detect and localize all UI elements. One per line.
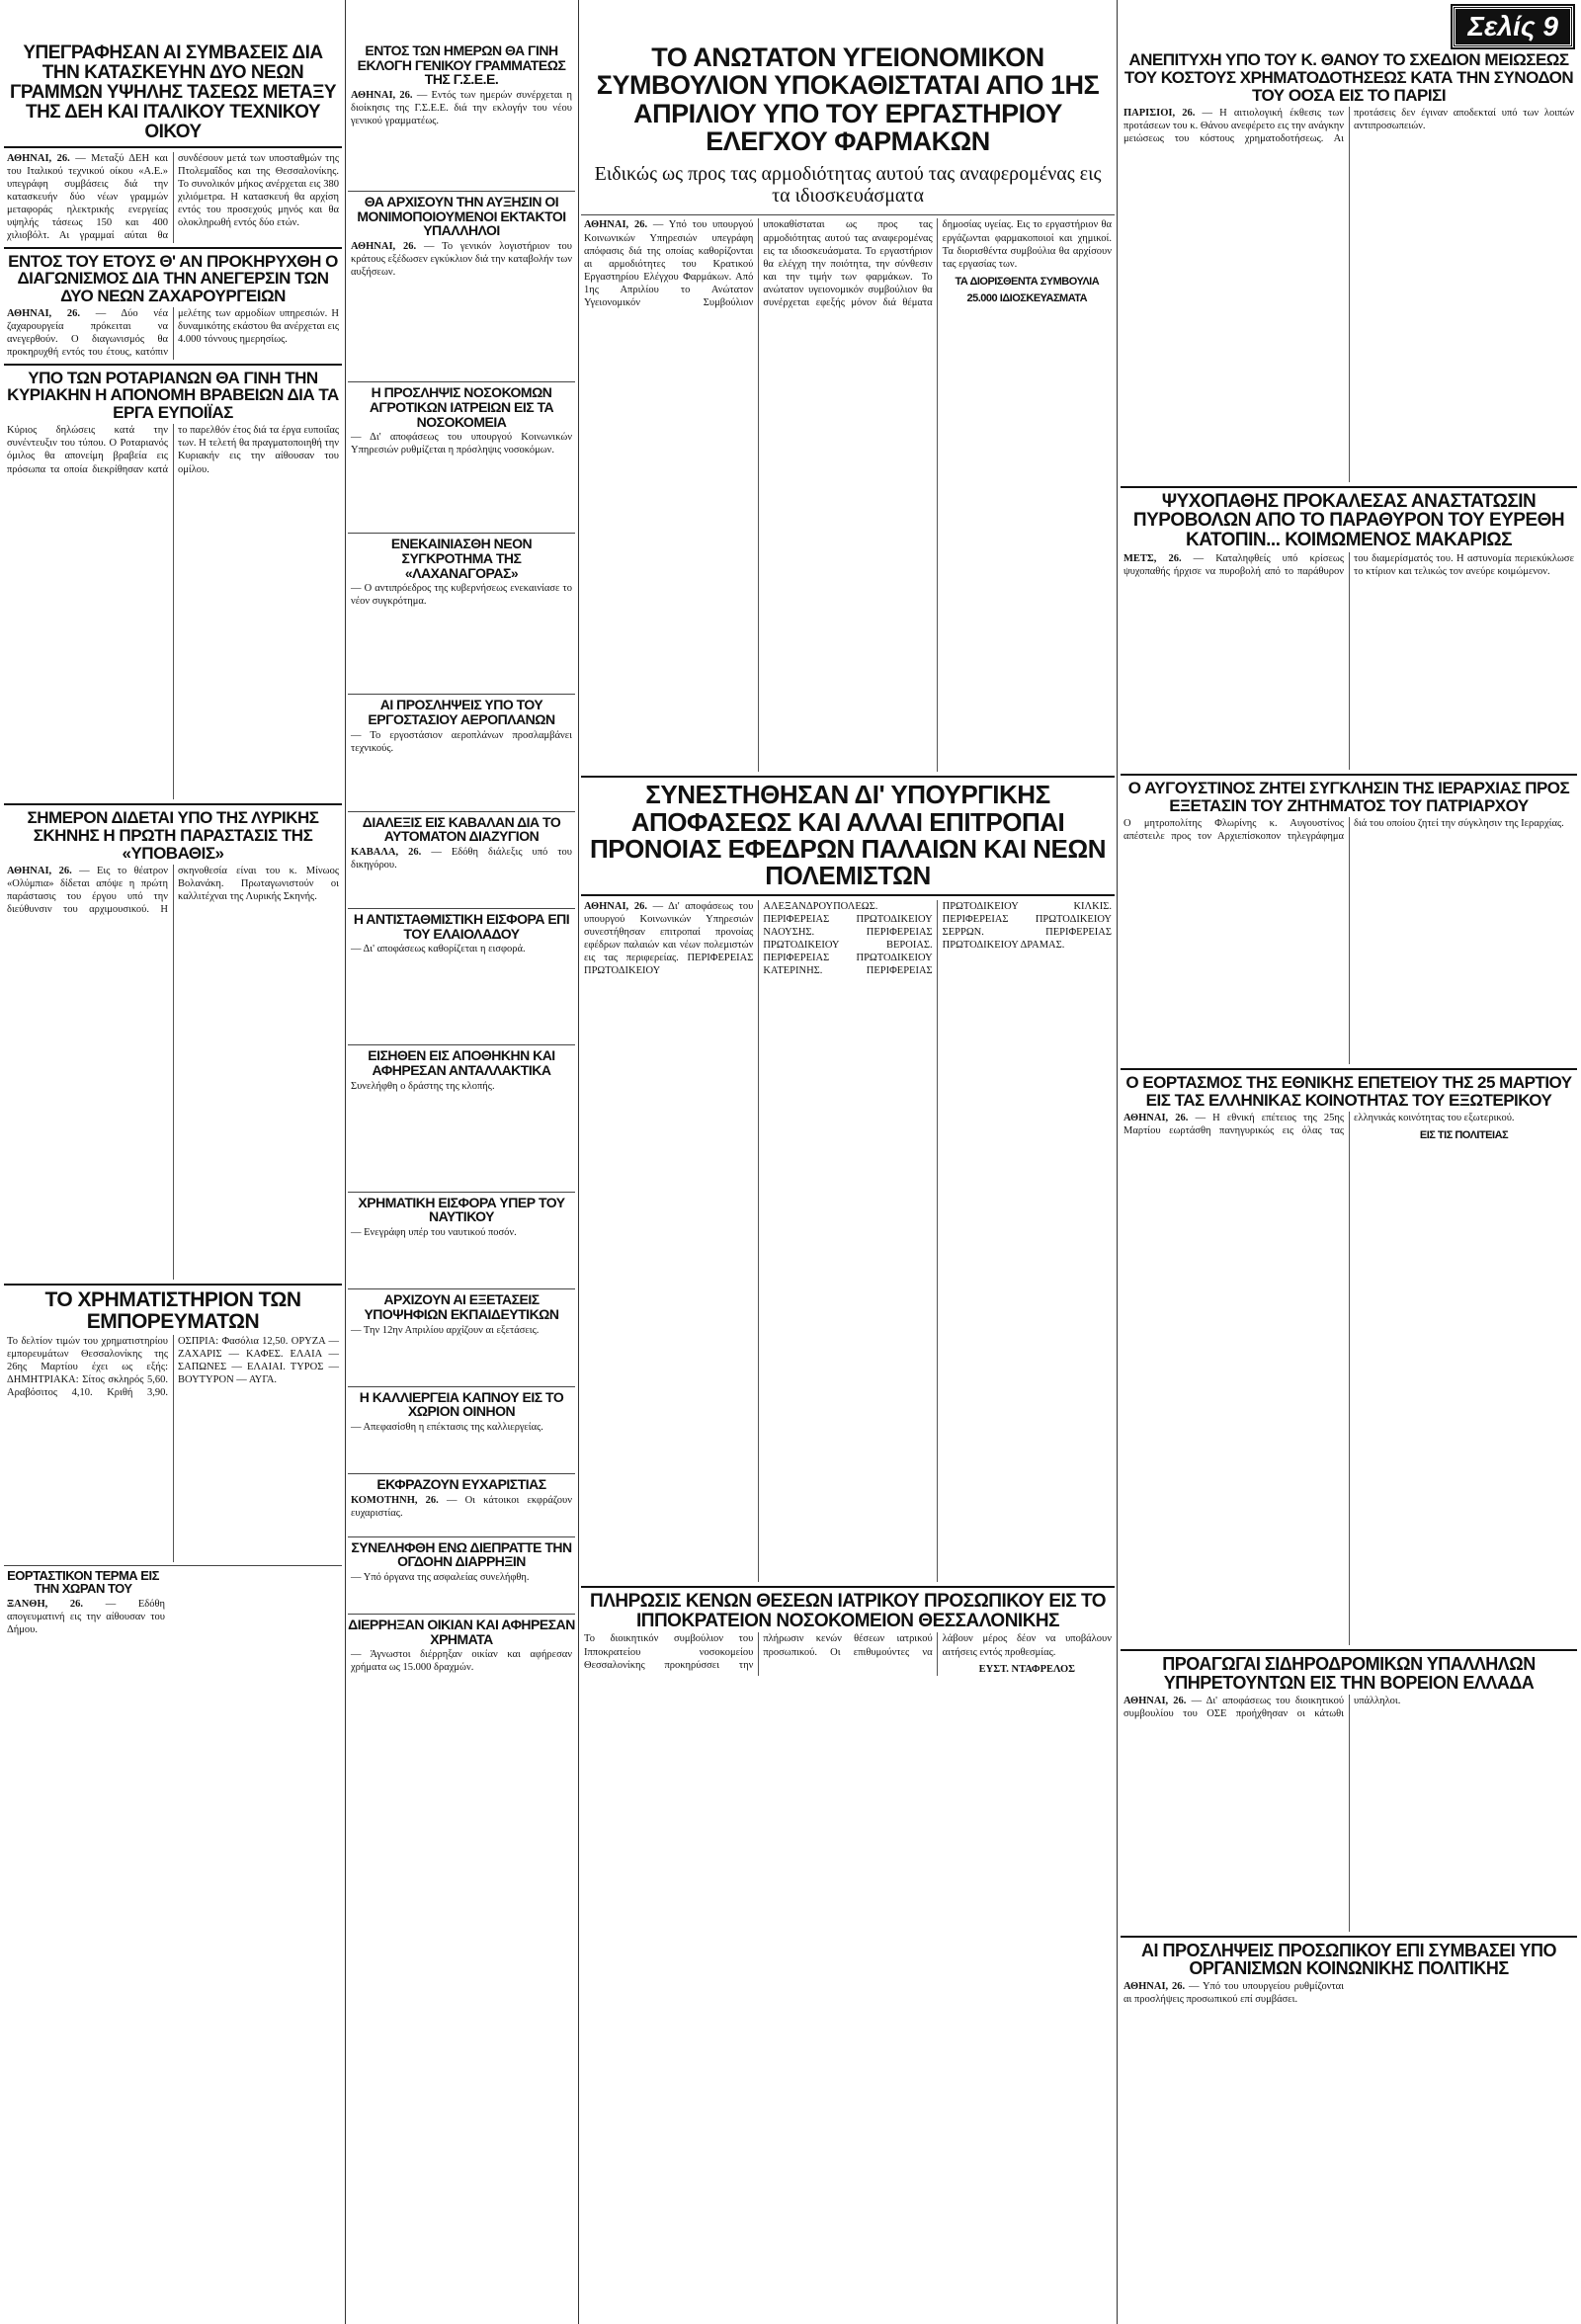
article-body	[351, 1324, 572, 1383]
dateline: ΚΟΜΟΤΗΝΗ, 26.	[351, 1494, 439, 1506]
article-body	[351, 1648, 572, 1674]
article-text: — Δι' αποφάσεως καθορίζεται η εισφορά.	[351, 944, 526, 955]
headline: ΕΚΦΡΑΖΟΥΝ ΕΥΧΑΡΙΣΤΙΑΣ	[376, 1475, 546, 1492]
headline: Η ΠΡΟΣΛΗΨΙΣ ΝΟΣΟΚΟΜΩΝ ΑΓΡΟΤΙΚΩΝ ΙΑΤΡΕΙΩΝ ΕΙΣ ΤΑ ΝΟΣΟΚΟΜΕΙΑ	[369, 384, 554, 430]
article-body	[351, 89, 572, 188]
headline: ΔΙΕΡΡΗΞΑΝ ΟΙΚΙΑΝ ΚΑΙ ΑΦΗΡΕΣΑΝ ΧΡΗΜΑΤΑ	[348, 1616, 575, 1647]
headline: ΑΝΕΠΙΤΥΧΗ ΥΠΟ ΤΟΥ Κ. ΘΑΝΟΥ ΤΟ ΣΧΕΔΙΟΝ ΜΕΙΩΣΕΩΣ ΤΟΥ ΚΟΣΤΟΥΣ ΧΡΗΜΑΤΟΔΟΤΗΣΕΩΣ ΚΑΤΑ ΤΗΝ ΣΥΝΟΔΟΝ ΤΟΥ ΟΟΣΑ ΕΙΣ ΤΟ ΠΑΡΙΣΙ	[1123, 50, 1574, 105]
article-body	[1123, 1980, 1574, 2006]
main-headline: ΤΟ ΑΝΩΤΑΤΟΝ ΥΓΕΙΟΝΟΜΙΚΟΝ ΣΥΜΒΟΥΛΙΟΝ ΥΠΟΚΑΘΙΣΤΑΤΑΙ ΑΠΟ 1ΗΣ ΑΠΡΙΛΙΟΥ ΥΠΟ ΤΟΥ ΕΡΓΑΣΤΗΡΙΟΥ ΕΛΕΓΧΟΥ ΦΑΡΜΑΚΩΝ	[596, 42, 1100, 157]
dateline: ΚΑΒΑΛΑ, 26.	[351, 847, 422, 858]
article-text: — Καταληφθείς υπό κρίσεως ψυχοπαθής ήρχισε να πυροβολή από το παράθυρον του διαμερίσματός του. Η αστυνομία περιεκύκλωσε το κτίριον και τελικώς τον ανεύρε κοιμώμενον.	[1123, 553, 1574, 578]
dateline: ΑΘΗΝΑΙ, 26.	[1123, 1695, 1187, 1706]
dateline: ΑΘΗΝΑΙ, 26.	[351, 90, 413, 102]
headline: ΠΛΗΡΩΣΙΣ ΚΕΝΩΝ ΘΕΣΕΩΝ ΙΑΤΡΙΚΟΥ ΠΡΟΣΩΠΙΚΟΥ ΕΙΣ ΤΟ ΙΠΠΟΚΡΑΤΕΙΟΝ ΝΟΣΟΚΟΜΕΙΟΝ ΘΕΣΣΑΛΟΝΙΚΗΣ	[589, 1590, 1107, 1631]
article-text: — Απεφασίσθη η επέκτασις της καλλιεργείας.	[351, 1421, 543, 1433]
center-section	[581, 0, 1115, 2324]
headline: ΑΙ ΠΡΟΣΛΗΨΕΙΣ ΥΠΟ ΤΟΥ ΕΡΓΟΣΤΑΣΙΟΥ ΑΕΡΟΠΛΑΝΩΝ	[368, 697, 555, 727]
article-body	[584, 900, 1112, 1582]
dateline: ΑΘΗΝΑΙ, 26.	[584, 900, 647, 912]
article-body	[351, 846, 572, 905]
article-text: — Υπό του υπουργείου ρυθμίζονται αι προσλήψεις προσωπικού επί συμβάσει.	[1123, 1981, 1345, 2006]
article-text: — Υπό όργανα της ασφαλείας συνελήφθη.	[351, 1571, 530, 1583]
article-text: — Εδόθη απογευματινή εις την αίθουσαν του Δήμου.	[7, 1599, 165, 1636]
article-text: — Δι' αποφάσεως του διοικητικού συμβουλίου του ΟΣΕ προήχθησαν οι κάτωθι υπάλληλοι.	[1123, 1695, 1401, 1719]
article-body	[7, 865, 339, 1280]
article-text: — Δι' αποφάσεως του υπουργού Κοινωνικών Υπηρεσιών συνεστήθησαν επιτροπαί προνοίας εφέδρων παλαιών και νέων πολεμιστών εις τας περιφερείας. ΠΕΡΙΦΕΡΕΙΑΣ ΠΡΩΤΟΔΙΚΕΙΟΥ ΑΛΕΞΑΝΔΡΟΥΠΟΛΕΩΣ. ΠΕΡΙΦΕΡΕΙΑΣ ΠΡΩΤΟΔΙΚΕΙΟΥ ΝΑΟΥΣΗΣ. ΠΕΡΙΦΕΡΕΙΑΣ ΠΡΩΤΟΔΙΚΕΙΟΥ ΒΕΡΟΙΑΣ. ΠΕΡΙΦΕΡΕΙΑΣ ΠΡΩΤΟΔΙΚΕΙΟΥ ΚΑΤΕΡΙΝΗΣ. ΠΕΡΙΦΕΡΕΙΑΣ ΠΡΩΤΟΔΙΚΕΙΟΥ ΚΙΛΚΙΣ. ΠΕΡΙΦΕΡΕΙΑΣ ΠΡΩΤΟΔΙΚΕΙΟΥ ΣΕΡΡΩΝ. ΠΕΡΙΦΕΡΕΙΑΣ ΠΡΩΤΟΔΙΚΕΙΟΥ ΔΡΑΜΑΣ.	[584, 900, 1112, 977]
page-number-badge: Σελίς 9	[1453, 6, 1573, 47]
article-text: — Δι' αποφάσεως του υπουργού Κοινωνικών Υπηρεσιών ρυθμίζεται η πρόσληψις νοσοκόμων.	[351, 432, 572, 456]
article-body	[351, 729, 572, 808]
article-body	[1123, 1695, 1574, 1932]
article-text: — Άγνωστοι διέρρηξαν οικίαν και αφήρεσαν χρήματα ως 15.000 δραχμών.	[351, 1649, 572, 1674]
article-text: — Η εθνική επέτειος της 25ης Μαρτίου εωρτάσθη πανηγυρικώς εις όλας τας ελληνικάς κοινότητας του εξωτερικού.	[1123, 1112, 1515, 1136]
article-body	[7, 152, 339, 243]
article-body	[7, 424, 339, 799]
dateline: ΞΑΝΘΗ, 26.	[7, 1599, 84, 1611]
headline: ΔΙΑΛΕΞΙΣ ΕΙΣ ΚΑΒΑΛΑΝ ΔΙΑ ΤΟ ΑΥΤΟΜΑΤΟΝ ΔΙΑΖΥΓΙΟΝ	[362, 813, 561, 845]
column-2	[348, 0, 575, 2324]
article-text: — Το γενικόν λογιστήριον του κράτους εξέδωσεν εγκύκλιον διά την καταβολήν των αυξήσεων.	[351, 241, 573, 279]
article-text: — Μεταξύ ΔΕΗ και του Ιταλικού τεχνικού οίκου «Α.Ε.» υπεγράφη συμβάσεις διά την κατασκευήν δύο νέων γραμμών μεταφοράς ηλεκτρικής ενεργείας υψηλής τάσεως 150 και 400 χιλιοβόλτ. Αι γραμμαί αύται θα συνδέσουν μετά των υποσταθμών της Πτολεμαΐδος και της Θεσσαλονίκης. Το συνολικόν μήκος ανέρχεται εις 380 χιλιόμετρα. Η κατασκευή θα αρχίση εντός του προσεχούς μηνός και θα ολοκληρωθή εντός δύο ετών.	[7, 152, 339, 242]
headline: Η ΑΝΤΙΣΤΑΘΜΙΣΤΙΚΗ ΕΙΣΦΟΡΑ ΕΠΙ ΤΟΥ ΕΛΑΙΟΛΑΔΟΥ	[353, 911, 570, 942]
column-1	[4, 0, 342, 2324]
article-body	[351, 1494, 572, 1534]
dateline: ΑΘΗΝΑΙ, 26.	[1123, 1981, 1186, 1993]
article-body	[584, 218, 1112, 772]
headline: Ο ΕΟΡΤΑΣΜΟΣ ΤΗΣ ΕΘΝΙΚΗΣ ΕΠΕΤΕΙΟΥ ΤΗΣ 25 ΜΑΡΤΙΟΥ ΕΙΣ ΤΑΣ ΕΛΛΗΝΙΚΑΣ ΚΟΙΝΟΤΗΤΑΣ ΤΟΥ ΕΞΩΤΕΡΙΚΟΥ	[1125, 1073, 1572, 1110]
dateline: ΠΑΡΙΣΙΟΙ, 26.	[1123, 107, 1196, 119]
article-body	[351, 1226, 572, 1286]
article-body	[351, 431, 572, 530]
headline: ΕΝΕΚΑΙΝΙΑΣΘΗ ΝΕΟΝ ΣΥΓΚΡΟΤΗΜΑ ΤΗΣ «ΛΑΧΑΝΑΓΟΡΑΣ»	[390, 536, 533, 581]
article-text: Κύριος δηλώσεις κατά την συνέντευξιν του τύπου. Ο Ροταριανός όμιλος θα απονείμη βραβεία εις πρόσωπα τα οποία διεκρίθησαν κατά το παρελθόν έτος διά τα έργα ευποιΐας των. Η τελετή θα πραγματοποιηθή την Κυριακήν εις την αίθουσαν του ομίλου.	[7, 425, 339, 475]
dateline: ΑΘΗΝΑΙ, 26.	[7, 152, 70, 164]
headline: ΥΠΟ ΤΩΝ ΡΟΤΑΡΙΑΝΩΝ ΘΑ ΓΙΝΗ ΤΗΝ ΚΥΡΙΑΚΗΝ Η ΑΠΟΝΟΜΗ ΒΡΑΒΕΙΩΝ ΔΙΑ ΤΑ ΕΡΓΑ ΕΥΠΟΙΪΑΣ	[7, 368, 339, 423]
article-body	[351, 1421, 572, 1470]
article-body	[1123, 552, 1574, 770]
article-body	[351, 582, 572, 691]
article-body	[351, 240, 572, 378]
article-body	[351, 943, 572, 1041]
headline: Η ΚΑΛΛΙΕΡΓΕΙΑ ΚΑΠΝΟΥ ΕΙΣ ΤΟ ΧΩΡΙΟΝ ΟΙΝΗΟΝ	[359, 1388, 564, 1420]
article-text: — Ενεγράφη υπέρ του ναυτικού ποσόν.	[351, 1227, 517, 1239]
article-body	[7, 1335, 339, 1562]
subheadline: Ειδικώς ως προς τας αρμοδιότητας αυτού τας αναφερομένας εις τα ιδιοσκευάσματα	[594, 163, 1102, 208]
headline: ΕΝΤΟΣ ΤΩΝ ΗΜΕΡΩΝ ΘΑ ΓΙΝΗ ΕΚΛΟΓΗ ΓΕΝΙΚΟΥ ΓΡΑΜΜΑΤΕΩΣ ΤΗΣ Γ.Σ.Ε.Ε.	[357, 42, 566, 88]
article-text: — Η αιτιολογική έκθεσις των προτάσεων του κ. Θάνου ανεφέρετο εις την ανάγκην μειώσεως του κόστους χρηματοδοτήσεως. Αι προτάσεις δεν έγιναν αποδεκταί υπό των λοιπών αντιπροσωπειών.	[1123, 107, 1574, 144]
article-text: — Οι κάτοικοι εκφράζουν ευχαριστίας.	[351, 1494, 573, 1519]
article-text: Ο μητροπολίτης Φλωρίνης κ. Αυγουστίνος απέστειλε προς τον Αρχιεπίσκοπον τηλεγράφημα διά του οποίου ζητεί την σύγκλησιν της Ιεραρχίας.	[1123, 818, 1564, 843]
headline: ΕΙΣΗΘΕΝ ΕΙΣ ΑΠΟΘΗΚΗΝ ΚΑΙ ΑΦΗΡΕΣΑΝ ΑΝΤΑΛΛΑΚΤΙΚΑ	[368, 1047, 555, 1079]
dateline: ΜΕΤΣ, 26.	[1123, 553, 1182, 565]
article-text: — Υπό του υπουργού Κοινωνικών Υπηρεσιών υπεγράφη απόφασις διά της οποίας καθορίζονται αι αρμοδιότητες του Κρατικού Εργαστηρίου Ελέγχου Φαρμάκων. Από 1ης Απριλίου το Ανώτατον Υγειονομικόν Συμβούλιον υποκαθίσταται ως προς τας αρμοδιότητας αυτού τας αναφερομένας εις τα ιδιοσκευάσματα. Το εργαστήριον θα ελέγχη την ποιότητα, την σύνθεσιν και την τιμήν των φαρμάκων. Το ανώτατον υγειονομικόν συμβούλιον θα συνέρχεται εφεξής μόνον διά θέματα δημοσίας υγείας. Εις το εργαστήριον θα εργάζωνται φαρμακοποιοί και χημικοί. Τα διορισθέντα συμβούλια θα αρχίσουν τας εργασίας των.	[584, 219, 1112, 309]
article-body	[7, 307, 339, 360]
subsection-heading: 25.000 ΙΔΙΟΣΚΕΥΑΣΜΑΤΑ	[966, 292, 1088, 305]
dateline: ΑΘΗΝΑΙ, 26.	[351, 241, 417, 253]
subsection-heading: ΕΙΣ ΤΙΣ ΠΟΛΙΤΕΙΑΣ	[1419, 1128, 1509, 1141]
article-body	[584, 1632, 1112, 1675]
column-divider	[345, 0, 346, 2324]
article-text: Συνελήφθη ο δράστης της κλοπής.	[351, 1080, 495, 1092]
signature: ΕΥΣΤ. ΝΤΑΦΡΕΛΟΣ	[978, 1663, 1076, 1675]
dateline: ΑΘΗΝΑΙ, 26.	[7, 865, 72, 876]
headline: ΧΡΗΜΑΤΙΚΗ ΕΙΣΦΟΡΑ ΥΠΕΡ ΤΟΥ ΝΑΥΤΙΚΟΥ	[358, 1194, 565, 1225]
article-text: — Δύο νέα ζαχαρουργεία πρόκειται να ανεγερθούν. Ο διαγωνισμός θα προκηρυχθή εντός του έτους, κατόπιν μελέτης των αρμοδίων υπηρεσιών. Η δυναμικότης εκάστου θα ανέρχεται εις 4.000 τόννους ημερησίως.	[7, 308, 339, 359]
article-body	[7, 1598, 165, 1636]
column-divider	[1117, 0, 1118, 2324]
headline: ΘΑ ΑΡΧΙΣΟΥΝ ΤΗΝ ΑΥΞΗΣΙΝ ΟΙ ΜΟΝΙΜΟΠΟΙΟΥΜΕΝΟΙ ΕΚΤΑΚΤΟΙ ΥΠΑΛΛΗΛΟΙ	[357, 194, 566, 239]
article-text: Το διοικητικόν συμβούλιον του Ιπποκρατείου νοσοκομείου Θεσσαλονίκης προκηρύσσει την πλήρωσιν κενών θέσεων ιατρικού προσωπικού. Οι επιθυμούντες να λάβουν μέρος δέον να υποβάλουν αιτήσεις εντός προθεσμίας.	[584, 1633, 1112, 1671]
article-body	[1123, 107, 1574, 482]
article-body	[351, 1571, 572, 1611]
article-text: — Την 12ην Απριλίου αρχίζουν αι εξετάσεις.	[351, 1324, 540, 1336]
headline: ΑΙ ΠΡΟΣΛΗΨΕΙΣ ΠΡΟΣΩΠΙΚΟΥ ΕΠΙ ΣΥΜΒΑΣΕΙ ΥΠΟ ΟΡΓΑΝΙΣΜΩΝ ΚΟΙΝΩΝΙΚΗΣ ΠΟΛΙΤΙΚΗΣ	[1141, 1940, 1556, 1979]
column-4	[1121, 0, 1577, 2324]
subsection-heading: ΤΑ ΔΙΟΡΙΣΘΕΝΤΑ ΣΥΜΒΟΥΛΙΑ	[955, 275, 1100, 288]
headline: ΕΟΡΤΑΣΤΙΚΟΝ ΤΕΡΜΑ ΕΙΣ ΤΗΝ ΧΩΡΑΝ ΤΟΥ	[7, 1567, 159, 1597]
article-body	[1123, 1112, 1574, 1645]
headline: ΣΥΝΕΛΗΦΘΗ ΕΝΩ ΔΙΕΠΡΑΤΤΕ ΤΗΝ ΟΓΔΟΗΝ ΔΙΑΡΡΗΞΙΝ	[351, 1538, 572, 1570]
headline: ΕΝΤΟΣ ΤΟΥ ΕΤΟΥΣ Θ' ΑΝ ΠΡΟΚΗΡΥΧΘΗ Ο ΔΙΑΓΩΝΙΣΜΟΣ ΔΙΑ ΤΗΝ ΑΝΕΓΕΡΣΙΝ ΤΩΝ ΔΥΟ ΝΕΩΝ ΖΑΧΑΡΟΥΡΓΕΙΩΝ	[8, 251, 338, 306]
column-divider	[578, 0, 579, 2324]
article-text: Το δελτίον τιμών του χρηματιστηρίου εμπορευμάτων Θεσσαλονίκης της 26ης Μαρτίου έχει ως εξής: ΔΗΜΗΤΡΙΑΚΑ: Σίτος σκληρός 5,60. Αραβόσιτος 4,10. Κριθή 3,90. ΟΣΠΡΙΑ: Φασόλια 12,50. ΟΡΥΖΑ — ΖΑΧΑΡΙΣ — ΚΑΦΕΣ. ΕΛΑΙΑ — ΣΑΠΩΝΕΣ — ΕΛΑΙΑΙ. ΤΥΡΟΣ — ΒΟΥΤΥΡΟΝ — ΑΥΓΑ.	[7, 1335, 339, 1399]
article-text: — Εντός των ημερών συνέρχεται η διοίκησις της Γ.Σ.Ε.Ε. διά την εκλογήν του νέου γενικού γραμματέως.	[351, 90, 572, 127]
dateline: ΑΘΗΝΑΙ, 26.	[7, 308, 81, 320]
dateline: ΑΘΗΝΑΙ, 26.	[584, 219, 648, 231]
article-text: — Ο αντιπρόεδρος της κυβερνήσεως ενεκαινίασε το νέον συγκρότημα.	[351, 583, 572, 608]
headline: ΣΗΜΕΡΟΝ ΔΙΔΕΤΑΙ ΥΠΟ ΤΗΣ ΛΥΡΙΚΗΣ ΣΚΗΝΗΣ Η ΠΡΩΤΗ ΠΑΡΑΣΤΑΣΙΣ ΤΗΣ «ΥΠΟΒΑΘΙΣ»	[27, 808, 319, 863]
headline: ΑΡΧΙΖΟΥΝ ΑΙ ΕΞΕΤΑΣΕΙΣ ΥΠΟΨΗΦΙΩΝ ΕΚΠΑΙΔΕΥΤΙΚΩΝ	[364, 1291, 559, 1322]
article-body	[351, 1080, 572, 1189]
headline: ΥΠΕΓΡΑΦΗΣΑΝ ΑΙ ΣΥΜΒΑΣΕΙΣ ΔΙΑ ΤΗΝ ΚΑΤΑΣΚΕΥΗΝ ΔΥΟ ΝΕΩΝ ΓΡΑΜΜΩΝ ΥΨΗΛΗΣ ΤΑΣΕΩΣ ΜΕΤΑΞΥ ΤΗΣ ΔΕΗ ΚΑΙ ΙΤΑΛΙΚΟΥ ΤΕΧΝΙΚΟΥ ΟΙΚΟΥ	[9, 42, 336, 142]
headline: ΣΥΝΕΣΤΗΘΗΣΑΝ ΔΙ' ΥΠΟΥΡΓΙΚΗΣ ΑΠΟΦΑΣΕΩΣ ΚΑΙ ΑΛΛΑΙ ΕΠΙΤΡΟΠΑΙ ΠΡΟΝΟΙΑΣ ΕΦΕΔΡΩΝ ΠΑΛΑΙΩΝ ΚΑΙ ΝΕΩΝ ΠΟΛΕΜΙΣΤΩΝ	[589, 780, 1107, 891]
headline: ΠΡΟΑΓΩΓΑΙ ΣΙΔΗΡΟΔΡΟΜΙΚΩΝ ΥΠΑΛΛΗΛΩΝ ΥΠΗΡΕΤΟΥΝΤΩΝ ΕΙΣ ΤΗΝ ΒΟΡΕΙΟΝ ΕΛΛΑΔΑ	[1162, 1653, 1536, 1693]
article-body	[1123, 817, 1574, 1064]
dateline: ΑΘΗΝΑΙ, 26.	[1123, 1112, 1189, 1123]
article-text: — Εις το θέατρον «Ολύμπια» δίδεται απόψε η πρώτη παράστασις του έργου υπό την διεύθυνσιν του αρχιμουσικού. Η σκηνοθεσία είναι του κ. Μίνωος Βολανάκη. Πρωταγωνιστούν οι καλλιτέχναι της Λυρικής Σκηνής.	[7, 865, 339, 916]
headline: ΨΥΧΟΠΑΘΗΣ ΠΡΟΚΑΛΕΣΑΣ ΑΝΑΣΤΑΤΩΣΙΝ ΠΥΡΟΒΟΛΩΝ ΑΠΟ ΤΟ ΠΑΡΑΘΥΡΟΝ ΤΟΥ ΕΥΡΕΘΗ ΚΑΤΟΠΙΝ... ΚΟΙΜΩΜΕΝΟΣ ΜΑΚΑΡΙΩΣ	[1132, 490, 1565, 551]
article-text: — Εδόθη διάλεξις υπό του δικηγόρου.	[351, 847, 572, 872]
headline: Ο ΑΥΓΟΥΣΤΙΝΟΣ ΖΗΤΕΙ ΣΥΓΚΛΗΣΙΝ ΤΗΣ ΙΕΡΑΡΧΙΑΣ ΠΡΟΣ ΕΞΕΤΑΣΙΝ ΤΟΥ ΖΗΤΗΜΑΤΟΣ ΤΟΥ ΠΑΤΡΙΑΡΧΟΥ	[1127, 779, 1570, 816]
article-text: — Το εργοστάσιον αεροπλάνων προσλαμβάνει τεχνικούς.	[351, 729, 572, 754]
headline: ΤΟ ΧΡΗΜΑΤΙΣΤΗΡΙΟΝ ΤΩΝ ΕΜΠΟΡΕΥΜΑΤΩΝ	[44, 1287, 301, 1333]
